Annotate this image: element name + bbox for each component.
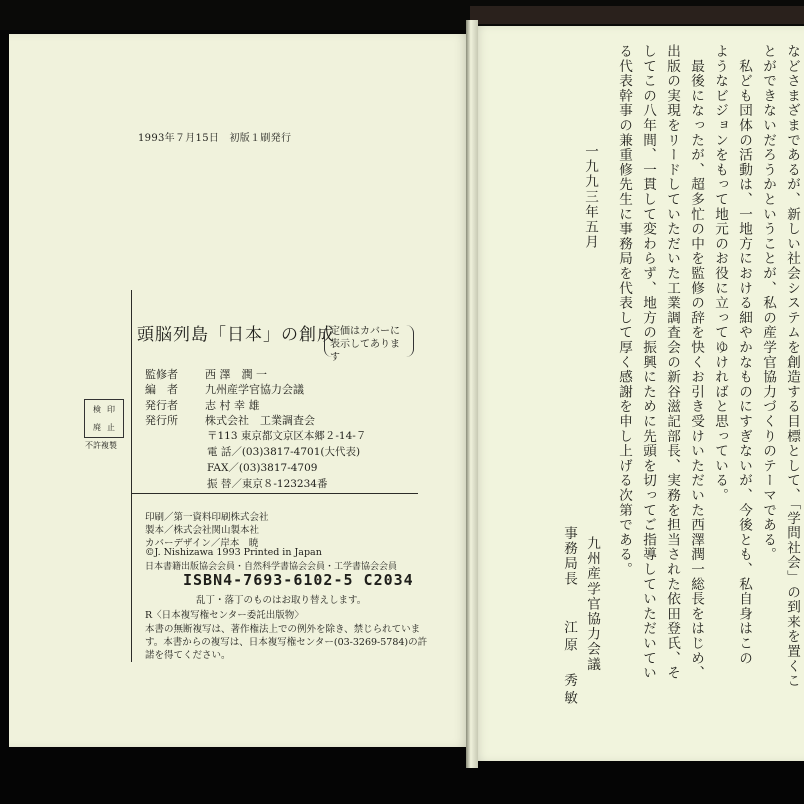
signatory-organization: 九州産学官協力会議	[584, 536, 600, 672]
body-column: 私ども団体の活動は、一地方における細やかなものにすぎないが、今後とも、私自身はこの	[736, 44, 752, 666]
memberships-line: 日本書籍出版協会会員・自然科学書協会会員・工学書協会会員	[145, 562, 398, 572]
body-column: とができないだろうかということが、私の産学官協力づくりのテーマである。	[760, 44, 776, 562]
credit-value: 西 澤 潤 一	[205, 368, 267, 381]
replacement-note: 乱丁・落丁のものはお取り替えします。	[196, 595, 367, 606]
signatory-name: 江原 秀敏	[561, 620, 577, 708]
copy-notice-line: 本書の無断複写は、著作権法上での例外を除き、禁じられていま	[145, 624, 421, 635]
body-column: 出版の実現をリードしていただいた工業調査会の新谷滋記部長、実務を担当された依田登氏、そ	[664, 44, 680, 681]
body-column: ようなビジョンをもって地元のお役に立ってゆければと思っている。	[712, 44, 728, 503]
book-spine-edge	[470, 6, 804, 24]
fax-line: FAX／(03)3817-4709	[207, 462, 318, 474]
book-title: 頭脳列島「日本」の創成	[137, 325, 335, 345]
seal-waiver-stamp	[84, 399, 124, 438]
colophon-horizontal-rule	[131, 493, 418, 494]
afterword-date: 一九九三年五月	[582, 144, 598, 250]
credit-value: 九州産学官協力会議	[205, 383, 304, 396]
stamp-char: 廃	[93, 423, 101, 433]
credit-label: 発行者	[145, 399, 178, 412]
credit-row-publishing-house	[145, 412, 315, 428]
no-reproduction-note: 不許複製	[85, 441, 117, 450]
body-column: などさまざまであるが、新しい社会システムを創造する目標として、「学問社会」の到来を置くこ	[784, 44, 800, 689]
copy-notice-line: す。本書からの複写は、日本複写権センター(03-3269-5784)の許	[145, 637, 428, 648]
credit-row-supervisor	[145, 366, 267, 382]
price-note-line: 表示してあります	[330, 339, 400, 363]
colophon-vertical-rule	[131, 290, 132, 662]
credit-label: 編 者	[145, 383, 178, 396]
stamp-char: 検	[93, 404, 101, 414]
body-column: 最後になったが、超多忙の中を監修の辞を快くお引き受けいただいた西澤潤一総長をはじめ、	[688, 44, 704, 681]
address-line: 〒113 東京都文京区本郷２-14-７	[207, 430, 367, 442]
price-note	[324, 325, 414, 363]
copyright-line: ©J. Nishizawa 1993 Printed in Japan	[145, 547, 322, 558]
stamp-char: 印	[107, 404, 115, 414]
credit-label: 監修者	[145, 368, 178, 381]
book-gutter	[466, 20, 478, 768]
phone-line: 電 話／(03)3817-4701(大代表)	[207, 446, 361, 458]
copy-center-notice: R〈日本複写権センター委託出版物〉	[145, 610, 304, 621]
credit-row-publisher	[145, 397, 260, 413]
signatory-title: 事務局長	[561, 526, 577, 587]
credit-value: 株式会社 工業調査会	[205, 414, 315, 427]
price-note-line: 定価はカバーに	[330, 326, 400, 337]
binder-line: 製本／株式会社関山製本社	[145, 525, 260, 536]
stamp-char: 止	[107, 423, 115, 433]
isbn: ISBN4-7693-6102-5 C2034	[183, 571, 414, 589]
cover-design-line: カバーデザイン／岸本 暁	[145, 538, 259, 549]
body-column: る代表幹事の兼重修先生に事務局を代表して厚く感謝を申し上げる次第である。	[616, 44, 632, 577]
credit-label: 発行所	[145, 414, 178, 427]
transfer-account-line: 振 替／東京８-123234番	[207, 478, 328, 490]
printer-line: 印刷／第一資料印刷株式会社	[145, 512, 269, 523]
credit-value: 志 村 幸 雄	[205, 399, 260, 412]
publication-date: 1993年７月15日 初版１刷発行	[138, 133, 292, 144]
copy-notice-line: 諾を得てください。	[145, 650, 231, 661]
body-column: してこの八年間、一貫して変わらず、地方の振興にために先頭を切ってご指導していただいてい	[640, 44, 656, 681]
credit-row-editor	[145, 381, 304, 397]
